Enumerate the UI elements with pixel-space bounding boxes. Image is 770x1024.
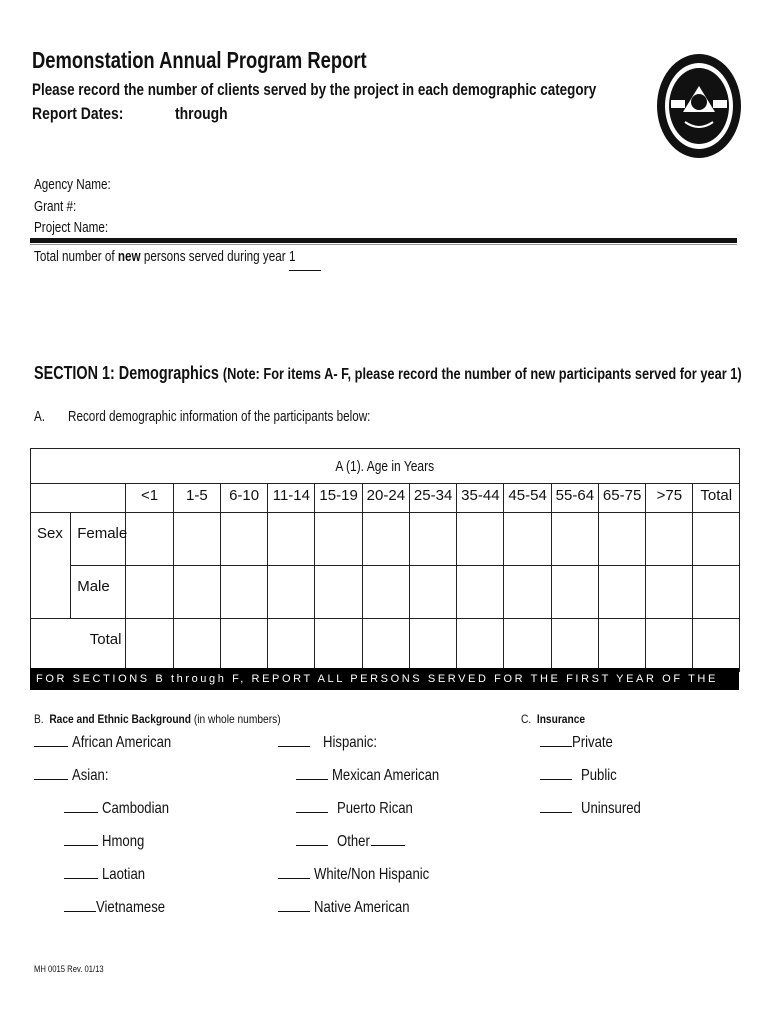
total-row-label: Total xyxy=(31,619,126,672)
table-cell[interactable] xyxy=(457,566,504,619)
table-cell[interactable] xyxy=(598,566,645,619)
blank-field[interactable] xyxy=(296,765,328,780)
race-item: Laotian xyxy=(64,864,155,884)
table-cell[interactable] xyxy=(268,566,315,619)
total-served-blank[interactable] xyxy=(289,270,321,271)
age-table-corner xyxy=(31,484,126,513)
table-cell[interactable] xyxy=(173,566,220,619)
insurance-item: Uninsured xyxy=(540,798,654,818)
race-item: Native American xyxy=(278,897,431,917)
table-cell[interactable] xyxy=(409,566,456,619)
table-cell[interactable] xyxy=(504,566,551,619)
table-cell[interactable] xyxy=(126,619,173,672)
race-item: Puerto Rican xyxy=(296,798,429,818)
race-item: White/Non Hispanic xyxy=(278,864,455,884)
table-cell[interactable] xyxy=(551,566,598,619)
male-row-label: Male xyxy=(71,566,126,619)
age-col-header: 1-5 xyxy=(173,484,220,513)
ohio-commission-seal xyxy=(655,52,743,160)
table-cell[interactable] xyxy=(646,513,693,566)
item-a-text: Record demographic information of the participants below: xyxy=(68,408,371,425)
project-name-label: Project Name: xyxy=(34,219,109,236)
race-item: Vietnamese xyxy=(64,897,180,917)
blank-field[interactable] xyxy=(540,798,572,813)
thin-divider xyxy=(30,244,737,245)
blank-field[interactable] xyxy=(64,798,98,813)
age-col-header: <1 xyxy=(126,484,173,513)
blank-field[interactable] xyxy=(540,732,572,747)
table-cell[interactable] xyxy=(551,619,598,672)
age-col-header: 35-44 xyxy=(457,484,504,513)
table-cell[interactable] xyxy=(268,513,315,566)
form-code-footer: MH 0015 Rev. 01/13 xyxy=(34,964,104,974)
table-cell[interactable] xyxy=(173,513,220,566)
table-cell[interactable] xyxy=(598,513,645,566)
table-cell[interactable] xyxy=(362,566,409,619)
section-c-heading: C. Insurance xyxy=(521,712,586,726)
table-cell[interactable] xyxy=(646,619,693,672)
age-col-header: 65-75 xyxy=(598,484,645,513)
female-row-label: Female xyxy=(71,513,126,566)
page-title: Demonstation Annual Program Report xyxy=(32,47,367,73)
table-cell[interactable] xyxy=(504,619,551,672)
table-cell[interactable] xyxy=(646,566,693,619)
table-cell[interactable] xyxy=(409,513,456,566)
page-subtitle: Please record the number of clients served by the project in each demographic category xyxy=(32,80,597,99)
blank-field[interactable] xyxy=(34,732,68,747)
race-item: Hispanic: xyxy=(278,732,389,752)
table-cell[interactable] xyxy=(457,619,504,672)
table-cell[interactable] xyxy=(693,619,740,672)
table-cell[interactable] xyxy=(362,619,409,672)
age-col-header: 45-54 xyxy=(504,484,551,513)
total-served-label: Total number of new persons served during year 1 xyxy=(34,248,296,265)
race-item: Other xyxy=(296,831,377,851)
age-col-header: 25-34 xyxy=(409,484,456,513)
table-cell[interactable] xyxy=(598,619,645,672)
race-item: Mexican American xyxy=(296,765,463,785)
table-cell[interactable] xyxy=(551,513,598,566)
table-cell[interactable] xyxy=(173,619,220,672)
race-item: Cambodian xyxy=(64,798,184,818)
section1-heading: SECTION 1: Demographics (Note: For items A- F, please record the number of new participants served for year 1) xyxy=(34,363,742,383)
blank-field[interactable] xyxy=(64,831,98,846)
section-b-heading: B. Race and Ethnic Background (in whole numbers) xyxy=(34,712,281,726)
instruction-band: FOR SECTIONS B through F, REPORT ALL PERSONS SERVED FOR THE FIRST YEAR OF THE GRANT PERIOD xyxy=(30,668,739,690)
table-cell[interactable] xyxy=(220,513,267,566)
blank-field[interactable] xyxy=(64,897,96,912)
table-cell[interactable] xyxy=(504,513,551,566)
through-label: through xyxy=(175,104,228,123)
blank-field[interactable] xyxy=(540,765,572,780)
table-cell[interactable] xyxy=(409,619,456,672)
insurance-item: Public xyxy=(540,765,624,785)
age-table xyxy=(30,448,740,672)
table-cell[interactable] xyxy=(268,619,315,672)
table-cell[interactable] xyxy=(693,513,740,566)
insurance-item: Private xyxy=(540,732,622,752)
sex-label: Sex xyxy=(31,513,71,619)
grant-number-label: Grant #: xyxy=(34,198,77,215)
blank-field[interactable] xyxy=(278,897,310,912)
table-cell[interactable] xyxy=(126,513,173,566)
race-item: Asian: xyxy=(34,765,117,785)
age-col-header: 11-14 xyxy=(268,484,315,513)
table-cell[interactable] xyxy=(457,513,504,566)
table-cell[interactable] xyxy=(693,566,740,619)
item-a-letter: A. xyxy=(34,408,46,425)
race-item: Hmong xyxy=(64,831,154,851)
blank-field[interactable] xyxy=(34,765,68,780)
other-blank[interactable] xyxy=(371,845,405,846)
age-col-header: 55-64 xyxy=(551,484,598,513)
blank-field[interactable] xyxy=(64,864,98,879)
table-cell[interactable] xyxy=(362,513,409,566)
race-item: African American xyxy=(34,732,193,752)
report-dates-label: Report Dates: xyxy=(32,104,124,123)
age-col-header: 15-19 xyxy=(315,484,362,513)
table-cell[interactable] xyxy=(315,513,362,566)
blank-field[interactable] xyxy=(278,732,310,747)
agency-name-label: Agency Name: xyxy=(34,176,111,193)
blank-field[interactable] xyxy=(296,831,328,846)
age-col-header: 20-24 xyxy=(362,484,409,513)
table-cell[interactable] xyxy=(315,566,362,619)
table-cell[interactable] xyxy=(220,619,267,672)
age-table-title: A (1). Age in Years xyxy=(31,449,740,484)
blank-field[interactable] xyxy=(278,864,310,879)
age-col-header: >75 xyxy=(646,484,693,513)
blank-field[interactable] xyxy=(296,798,328,813)
table-cell[interactable] xyxy=(315,619,362,672)
age-col-header: Total xyxy=(693,484,740,513)
table-cell[interactable] xyxy=(220,566,267,619)
table-cell[interactable] xyxy=(126,566,173,619)
age-col-header: 6-10 xyxy=(220,484,267,513)
thick-divider xyxy=(30,238,737,243)
